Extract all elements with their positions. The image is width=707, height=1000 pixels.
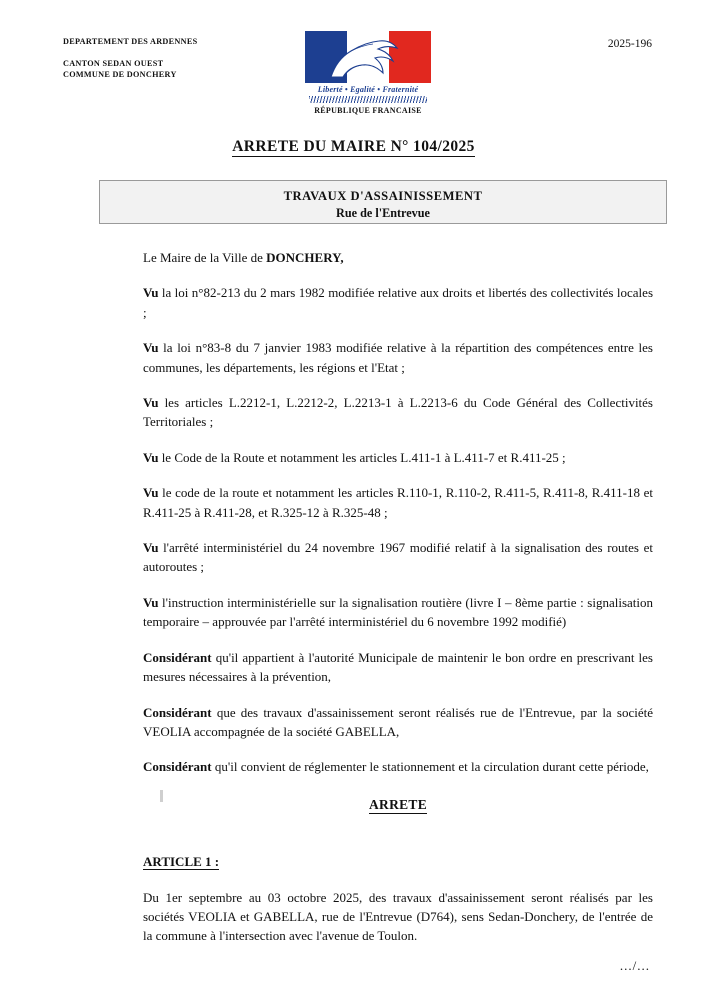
clause (143, 757, 653, 776)
clause (143, 483, 653, 522)
republic-logo (303, 31, 433, 115)
canton-label: CANTON SEDAN OUEST (63, 59, 164, 68)
commune-name: DONCHERY, (266, 250, 344, 265)
article-text: Du 1er septembre au 03 octobre 2025, des travaux d'assainissement seront réalisés par les sociétés VEOLIA et GABELLA, rue de l'Entrevue (D764), sens Sedan-Donchery, de l'entrée de la commune à l'intersection avec l'avenue de Toulon. (143, 889, 653, 944)
clause-keyword: Considérant (143, 759, 212, 775)
document-body (143, 248, 653, 962)
logo-hatch-band (309, 96, 427, 103)
clause-text: le code de la route et notamment les articles R.110-1, R.110-2, R.411-5, R.411-8, R.411-18 et R.411-25 à R.411-28, et R.325-12 à R.325-48 ; (143, 485, 653, 520)
lead-paragraph: Le Maire de la Ville de DONCHERY, (143, 250, 344, 265)
subject-box (99, 180, 667, 224)
clause-keyword: Vu (143, 340, 159, 356)
french-flag-icon (305, 31, 431, 83)
clause-text: qu'il convient de réglementer le stationnement et la circulation durant cette période, (211, 759, 649, 775)
clause (143, 448, 653, 467)
subject-line-2: Rue de l'Entrevue (336, 206, 430, 220)
clause-keyword: Vu (143, 395, 159, 411)
clause-text: l'instruction interministérielle sur la signalisation routière (livre I – 8ème partie : signalisation temporaire – approuvée par l'arrêté interministériel du 6 novembre 1992 modifié) (143, 594, 653, 630)
clause (143, 393, 653, 432)
document-reference: 2025-196 (607, 38, 652, 50)
clause-keyword: Considérant (143, 704, 212, 720)
article-heading-text: ARTICLE 1 : (143, 854, 220, 870)
article-heading (143, 852, 653, 871)
page-title-text: ARRETE DU MAIRE N° 104/2025 (232, 138, 475, 155)
clause-text: que des travaux d'assainissement seront réalisés rue de l'Entrevue, par la société VEOLIA accompagnée de la société GABELLA, (143, 704, 653, 739)
clause (143, 648, 653, 687)
department-label: DEPARTEMENT DES ARDENNES (63, 37, 198, 46)
page-footer: .../... (619, 958, 650, 973)
clause-keyword: Vu (143, 449, 159, 465)
decision-word-text: ARRETE (368, 796, 428, 812)
clause-keyword: Considérant (143, 649, 212, 665)
clause-keyword: Vu (143, 485, 159, 501)
republic-label: RÉPUBLIQUE FRANCAISE (314, 106, 422, 115)
decision-word (143, 795, 653, 814)
clause-keyword: Vu (143, 594, 159, 610)
marianne-profile-icon (321, 35, 407, 81)
clause (143, 338, 653, 377)
clause (143, 538, 653, 577)
commune-label: COMMUNE DE DONCHERY (63, 70, 177, 79)
clause-keyword: Vu (143, 285, 159, 301)
clause-text: la loi n°82-213 du 2 mars 1982 modifiée relative aux droits et libertés des collectivités locales ; (143, 285, 653, 320)
clause (143, 703, 653, 742)
clause-text: la loi n°83-8 du 7 janvier 1983 modifiée relative à la répartition des compétences entre les communes, les départements, les régions et l'Etat ; (143, 340, 653, 375)
clause-keyword: Vu (143, 540, 159, 556)
clause-text: qu'il appartient à l'autorité Municipale de maintenir le bon ordre en prescrivant les mesures nécessaires à la prévention, (143, 649, 653, 685)
clause-text: le Code de la Route et notamment les articles L.411-1 à L.411-7 et R.411-25 ; (158, 449, 566, 465)
document-header (0, 36, 707, 146)
page-title (0, 138, 707, 156)
clause-text: l'arrêté interministériel du 24 novembre 1967 modifié relatif à la signalisation des routes et autoroutes ; (143, 540, 653, 575)
issuing-authority (63, 36, 197, 80)
devise-text: Liberté • Egalité • Fraternité (317, 85, 419, 94)
clause (143, 283, 653, 322)
subject-line-1: TRAVAUX D'ASSAINISSEMENT (283, 189, 483, 203)
clause-text: les articles L.2212-1, L.2212-2, L.2213-1 à L.2213-6 du Code Général des Collectivités Territoriales ; (143, 395, 653, 430)
clause (143, 593, 653, 632)
